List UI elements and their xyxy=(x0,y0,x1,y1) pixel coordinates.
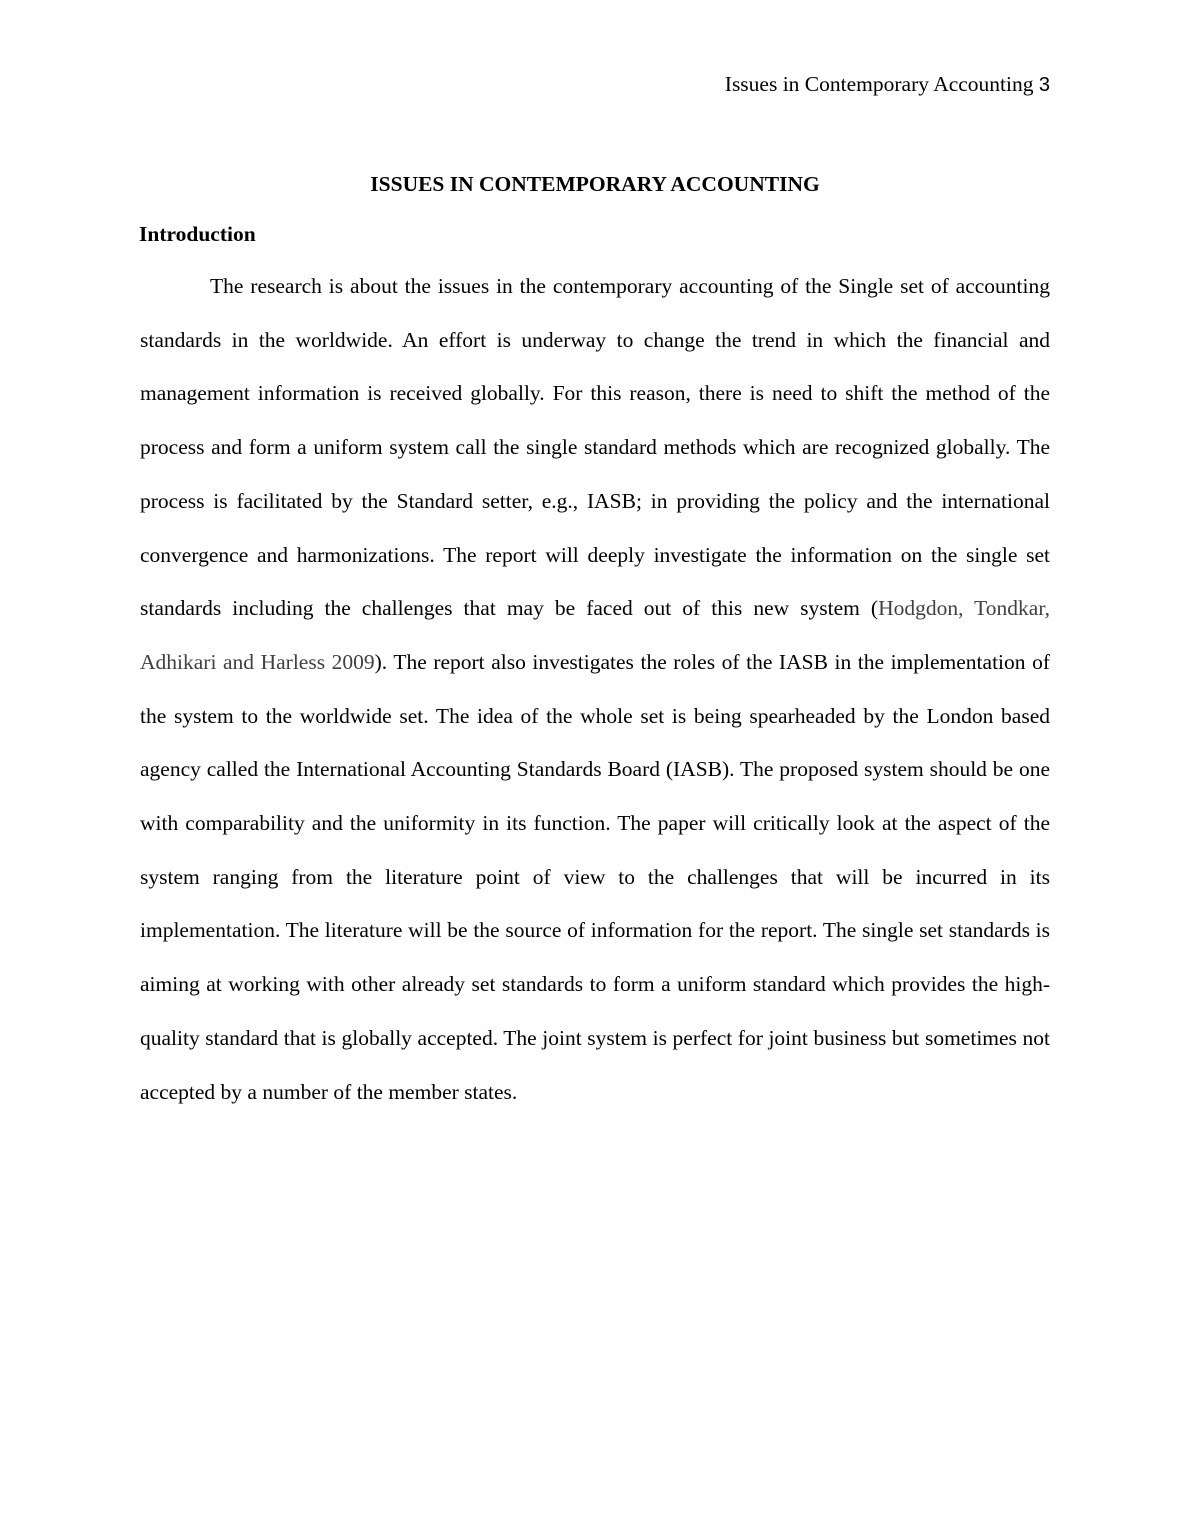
paragraph-text-part-2: ). The report also investigates the roles of the IASB in the implementation of the system to the worldwide set. The idea of the whole set is being spearheaded by the London based agency called the International Accounting Standards Board (IASB). The proposed system should be one with comparability and the uniformity in its function. The paper will critically look at the aspect of the system ranging from the literature point of view to the challenges that will be incurred in its implementation. The literature will be the source of information for the report. The single set standards is aiming at working with other already set standards to form a uniform standard which provides the high-quality standard that is globally accepted. The joint system is perfect for joint business but sometimes not accepted by a number of the member states. xyxy=(140,649,1050,1104)
citation: Hodgdon, Tondkar, Adhikari and Harless 2009 xyxy=(140,596,1050,674)
running-header-title: Issues in Contemporary Accounting xyxy=(724,72,1034,96)
page-number: 3 xyxy=(1038,74,1050,96)
paragraph-text-part-1: The research is about the issues in the contemporary accounting of the Single set of accounting standards in the worldwide. An effort is underway to change the trend in which the financial and management information is received globally. For this reason, there is need to shift the method of the process and form a uniform system call the single standard methods which are recognized globally. The process is facilitated by the Standard setter, e.g., IASB; in providing the policy and the international convergence and harmonizations. The report will deeply investigate the information on the single set standards including the challenges that may be faced out of this new system ( xyxy=(140,274,1050,621)
section-heading-introduction: Introduction xyxy=(139,222,256,246)
introduction-paragraph xyxy=(140,260,1050,1119)
document-title: ISSUES IN CONTEMPORARY ACCOUNTING xyxy=(370,172,820,196)
running-header xyxy=(725,70,1050,99)
